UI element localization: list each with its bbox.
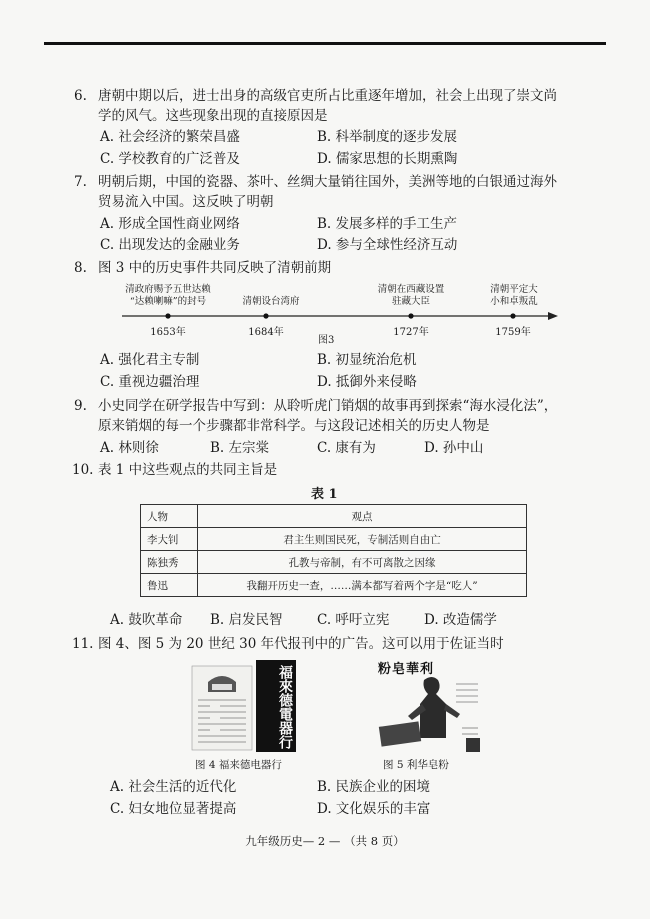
q11-option-d: D. 文化娱乐的丰富 [317, 801, 431, 817]
q10-option-d: D. 改造儒学 [424, 612, 497, 628]
timeline-dot-1684 [263, 313, 268, 318]
timeline-event-4 [474, 284, 554, 308]
q8-option-b: B. 初显统治危机 [317, 352, 417, 368]
q8-stem: 图 3 中的历史事件共同反映了清朝前期 [98, 260, 332, 276]
q10-option-b: B. 启发民智 [210, 612, 283, 628]
timeline-event-1 [108, 284, 228, 308]
q9-number: 9. [74, 398, 87, 414]
q10-option-a: A. 鼓吹革命 [110, 612, 183, 628]
q7-option-a: A. 形成全国性商业网络 [100, 216, 240, 232]
table-row [141, 551, 527, 574]
timeline-dot-1759 [510, 313, 515, 318]
q8-number: 8. [74, 260, 87, 276]
table-header-view: 观点 [198, 505, 527, 528]
q9-option-a: A. 林则徐 [100, 440, 159, 456]
q9-option-b: B. 左宗棠 [210, 440, 270, 456]
q11-option-b: B. 民族企业的困境 [317, 779, 431, 795]
table-cell-name: 李大钊 [141, 528, 198, 551]
figure-4-ad-image [190, 660, 298, 752]
timeline-event-3 [365, 284, 457, 308]
timeline-event-4-line2: 小和卓叛乱 [490, 296, 538, 307]
table-cell-view: 我翻开历史一查，……满本都写着两个字是“吃人” [198, 574, 527, 597]
table-1 [140, 504, 527, 597]
table-row [141, 528, 527, 551]
table-row [141, 574, 527, 597]
table-cell-view: 君主生则国民死，专制活则自由亡 [198, 528, 527, 551]
ad5-title-text: 粉皂華利 [378, 662, 435, 677]
q10-stem: 表 1 中这些观点的共同主旨是 [98, 462, 278, 478]
figure-4-caption: 图 4 福来德电器行 [195, 759, 282, 771]
table-cell-name: 鲁迅 [141, 574, 198, 597]
q6-option-a: A. 社会经济的繁荣昌盛 [100, 129, 240, 145]
q8-option-c: C. 重视边疆治理 [100, 374, 200, 390]
table-header-row [141, 505, 527, 528]
timeline-event-1-line1: 清政府赐予五世达赖 [125, 284, 211, 295]
table-header-name: 人物 [141, 505, 198, 528]
q9-stem-line2: 原来销烟的每一个步骤都非常科学。与这段记述相关的历史人物是 [98, 418, 490, 434]
q8-option-a: A. 强化君主专制 [100, 352, 200, 368]
figure-3-caption: 图3 [318, 335, 335, 346]
q6-stem-line1: 唐朝中期以后，进士出身的高级官吏所占比重逐年增加，社会上出现了崇文尚 [98, 88, 557, 104]
q7-stem-line2: 贸易流入中国。这反映了明朝 [98, 194, 274, 210]
table-cell-view: 孔教与帝制，有不可离散之因缘 [198, 551, 527, 574]
timeline-year-2: 1684年 [248, 327, 284, 338]
timeline-event-2 [226, 296, 316, 308]
figure-5-caption: 图 5 利华皂粉 [383, 759, 449, 771]
figure-5-ad-image [374, 658, 484, 754]
timeline-year-1: 1653年 [150, 327, 186, 338]
q7-option-c: C. 出现发达的金融业务 [100, 237, 240, 253]
soap-powder-ad-illustration [374, 658, 484, 754]
q6-number: 6. [74, 88, 87, 104]
q6-stem-line2: 学的风气。这些现象出现的直接原因是 [98, 108, 328, 124]
table-1-title: 表 1 [311, 487, 338, 502]
q9-option-d: D. 孙中山 [424, 440, 484, 456]
q11-option-c: C. 妇女地位显著提高 [110, 801, 237, 817]
timeline-event-1-line2: “达赖喇嘛”的封号 [129, 296, 207, 307]
q6-option-b: B. 科举制度的逐步发展 [317, 129, 458, 145]
q11-option-a: A. 社会生活的近代化 [110, 779, 237, 795]
q11-number: 11. [72, 636, 94, 652]
q6-option-c: C. 学校教育的广泛普及 [100, 151, 240, 167]
timeline-event-4-line1: 清朝平定大 [490, 284, 538, 295]
q8-option-d: D. 抵御外来侵略 [317, 374, 417, 390]
q6-option-d: D. 儒家思想的长期熏陶 [317, 151, 458, 167]
timeline-year-4: 1759年 [495, 327, 531, 338]
table-cell-name: 陈独秀 [141, 551, 198, 574]
q9-option-c: C. 康有为 [317, 440, 376, 456]
timeline-event-2-line1: 清朝设台湾府 [242, 296, 300, 307]
q7-option-b: B. 发展多样的手工生产 [317, 216, 458, 232]
q7-number: 7. [74, 174, 87, 190]
timeline-dot-1653 [165, 313, 170, 318]
page-footer: 九年级历史— 2 — （共 8 页） [245, 834, 405, 848]
top-rule [44, 42, 606, 45]
timeline-event-3-line2: 驻藏大臣 [391, 296, 430, 307]
timeline-event-3-line1: 清朝在西藏设置 [377, 284, 445, 295]
q11-stem: 图 4、图 5 为 20 世纪 30 年代报刊中的广告。这可以用于佐证当时 [98, 636, 504, 652]
timeline-year-3: 1727年 [393, 327, 429, 338]
q10-option-c: C. 呼吁立宪 [317, 612, 390, 628]
ad4-title-text: 福來德電器行 [277, 665, 293, 749]
q10-number: 10. [72, 462, 94, 478]
timeline-dot-1727 [408, 313, 413, 318]
q9-stem-line1: 小史同学在研学报告中写到：从聆听虎门销烟的故事再到探索“海水浸化法”， [98, 398, 558, 414]
figure-3-timeline [120, 280, 560, 340]
q7-stem-line1: 明朝后期，中国的瓷器、茶叶、丝绸大量销往国外，美洲等地的白银通过海外 [98, 174, 557, 190]
q7-option-d: D. 参与全球性经济互动 [317, 237, 458, 253]
